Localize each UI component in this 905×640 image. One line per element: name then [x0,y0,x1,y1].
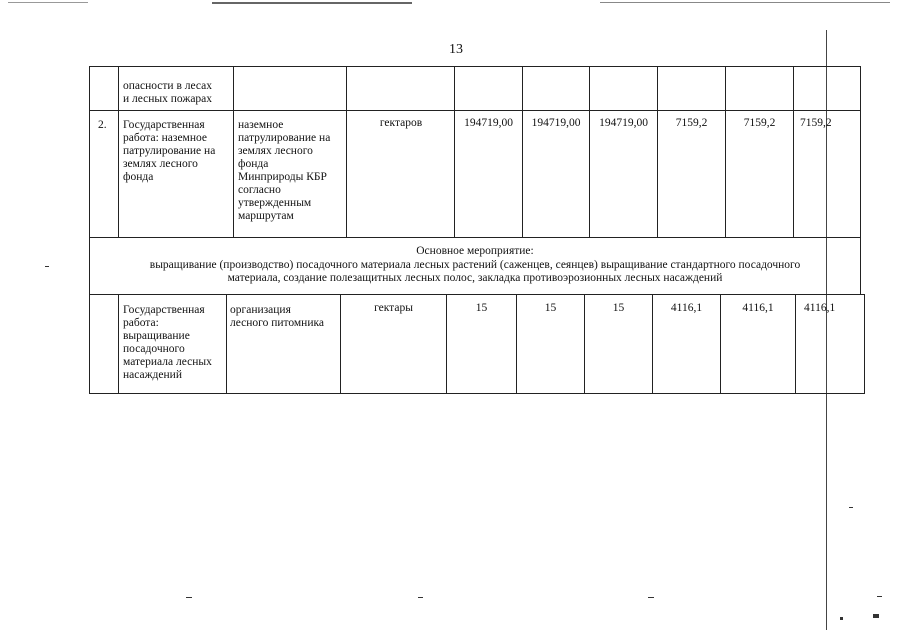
table-line [89,110,861,111]
scan-speck [418,597,423,598]
row1-unit: гектаров [379,117,423,129]
table-line [795,294,796,393]
table-line [118,294,119,393]
section-title: Основное мероприятие: [416,245,534,257]
row2-value-4: 4116,1 [670,302,703,314]
table-line [522,66,523,237]
scan-speck [877,596,882,597]
scan-speck [840,617,843,620]
row1-value-5: 7159,2 [743,117,776,129]
row1-name: Государственная работа: наземное патрулирование на землях лесного фонда [123,119,216,183]
table-line [89,237,861,238]
row2-value-1: 15 [475,302,488,314]
section-text: выращивание (производство) посадочного материала лесных растений (саженцев, сеянцев) выращивание стандартного посадочного материала, создание полезащитных лесных полос, закладка противоэрозионных лесных насаждений [149,259,801,284]
scan-speck [186,597,192,598]
scan-speck [849,507,853,508]
scan-speck [45,266,49,267]
scan-speck [648,597,654,598]
row1-value-4: 7159,2 [675,117,708,129]
row2-value-6: 4116,1 [804,302,836,314]
row2-name: Государственная работа: выращивание посадочного материала лесных насаждений [123,304,212,381]
scan-artifact-top-right [600,2,890,3]
table-line [89,294,865,295]
row2-value-2: 15 [544,302,557,314]
table-line [233,66,234,237]
row2-unit: гектары [374,302,413,314]
table-line [725,66,726,237]
table-line [346,66,347,237]
page-number: 13 [449,42,463,57]
row1-value-2: 194719,00 [531,117,581,129]
row2-value-5: 4116,1 [742,302,774,314]
table-line [89,66,90,393]
row0-name: опасности в лесах и лесных пожарах [123,80,213,105]
row1-value-6: 7159,2 [800,117,832,129]
row1-value-1: 194719,00 [464,117,513,129]
row1-index: 2. [98,119,107,131]
scan-artifact-top-middle [212,2,412,4]
table-line [589,66,590,237]
scan-speck [873,614,879,618]
table-line [89,66,861,67]
row1-content: наземное патрулирование на землях лесного фонда Минприроды КБР согласно утвержденным маршрутам [238,119,331,222]
table-line [657,66,658,237]
row2-content: организация лесного питомника [230,304,325,329]
table-line [118,66,119,237]
scan-artifact-top-left [8,2,88,3]
table-line [860,66,861,237]
table-line [793,66,794,237]
table-line [454,66,455,237]
row1-value-3: 194719,00 [599,117,648,129]
table-line [864,294,865,393]
row2-value-3: 15 [612,302,625,314]
table-line [89,393,865,394]
